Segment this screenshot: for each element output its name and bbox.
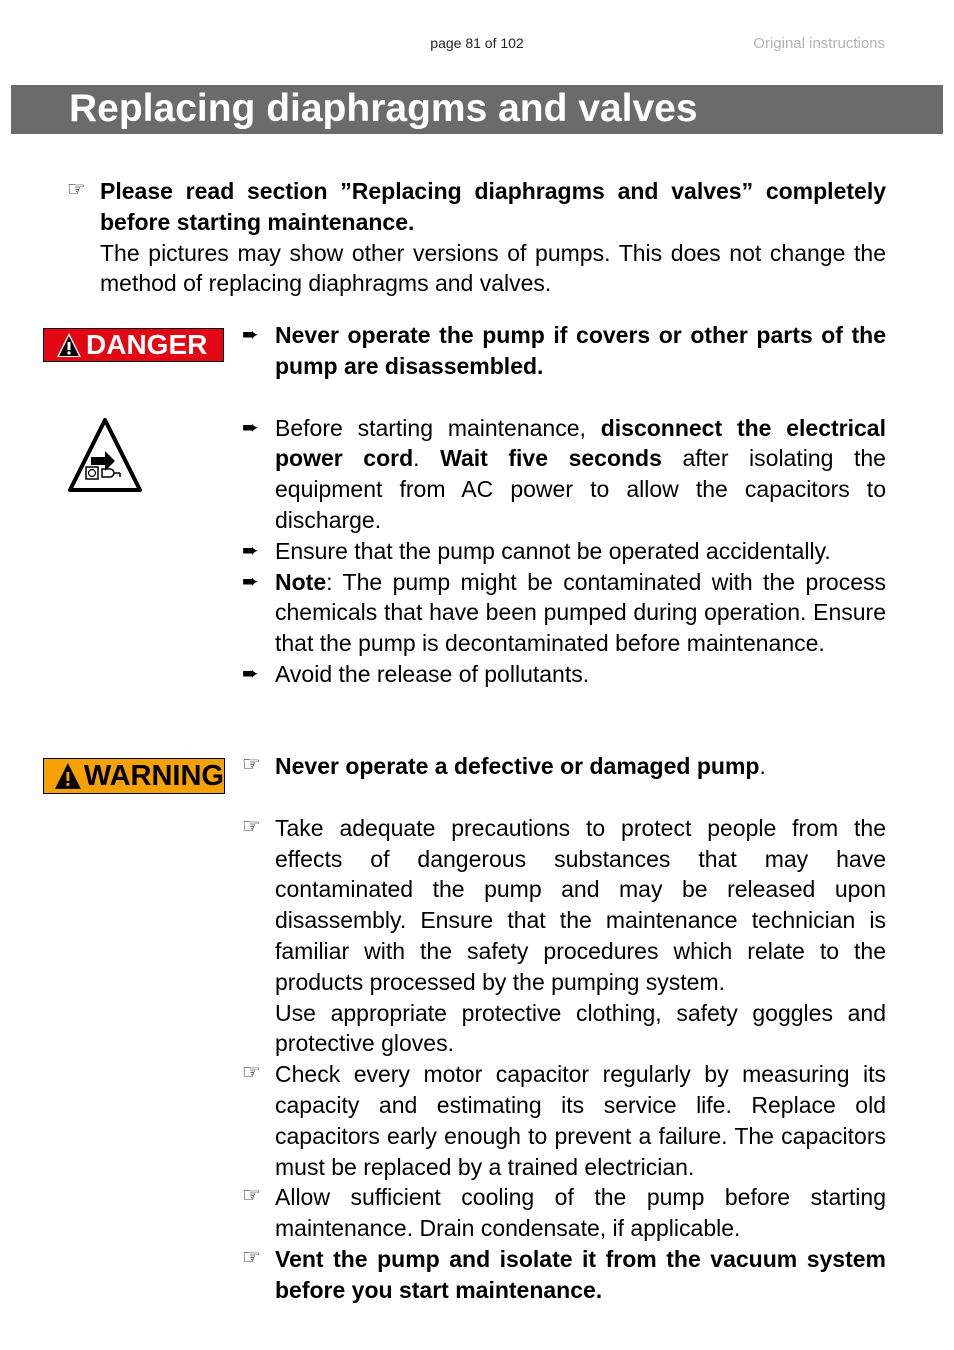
intro-item bbox=[67, 176, 886, 299]
arrow-icon: ➨ bbox=[242, 539, 259, 562]
arrow-icon: ➨ bbox=[242, 570, 259, 593]
warning-item-text: Allow sufficient cooling of the pump before starting maintenance. Drain condensate, if applicable. bbox=[275, 1184, 886, 1242]
title-bar bbox=[11, 85, 943, 134]
warning-item-text: Take adequate precautions to protect people from the effects of dangerous substances that may have contaminated the pump and may be released upon disassembly. Ensure that the maintenance technician is familiar with the safety procedures which relate to the products processed by the pumping system. bbox=[275, 814, 886, 995]
danger-item-text: . bbox=[413, 445, 441, 472]
danger-label: DANGER bbox=[86, 329, 208, 360]
danger-badge bbox=[43, 328, 224, 362]
warning-triangle-icon bbox=[54, 762, 82, 790]
warning-item-text: . bbox=[759, 753, 766, 779]
danger-item-bold: Wait five seconds bbox=[440, 445, 662, 472]
warning-item-text: Check every motor capacitor regularly by measuring its capacity and estimating its service life. Replace old capacitors early enough to prevent a failure. The capacitors must be replaced by a trained electrician. bbox=[275, 1061, 886, 1180]
warning-label: WARNING bbox=[83, 759, 224, 792]
danger-item-text: Avoid the release of pollutants. bbox=[275, 660, 590, 687]
arrow-icon: ➨ bbox=[242, 416, 259, 439]
warning-triangle-icon bbox=[56, 332, 82, 358]
pointing-hand-icon: ☞ bbox=[67, 178, 86, 201]
danger-item-text: after isolating the equipment from AC power to allow the capacitors to discharge. bbox=[275, 445, 886, 533]
arrow-icon: ➨ bbox=[242, 662, 259, 685]
warning-item bbox=[242, 1244, 886, 1306]
document-label: Original instructions bbox=[753, 35, 885, 52]
intro-text: The pictures may show other versions of pumps. This does not change the method of replacing diaphragms and valves. bbox=[100, 239, 886, 297]
warning-item-bold: Vent the pump and isolate it from the vacuum system before you start maintenance. bbox=[275, 1245, 886, 1303]
electrical-disconnect-icon bbox=[67, 417, 143, 493]
intro-bold-text: Please read section ”Replacing diaphragms and valves” completely before starting maintenance. bbox=[100, 178, 886, 235]
danger-item-text: Ensure that the pump cannot be operated accidentally. bbox=[275, 537, 831, 564]
danger-item bbox=[242, 659, 886, 690]
danger-item-bold: disconnect the electrical power cord bbox=[275, 414, 886, 472]
warning-item-bold: Never operate a defective or damaged pump bbox=[275, 753, 760, 779]
pointing-hand-icon: ☞ bbox=[242, 1061, 261, 1085]
warning-item bbox=[242, 1059, 886, 1182]
pointing-hand-icon: ☞ bbox=[242, 1245, 261, 1269]
page-title: Replacing diaphragms and valves bbox=[69, 87, 698, 130]
intro-block bbox=[67, 176, 886, 299]
warning-block bbox=[242, 751, 886, 1306]
danger-item-text: Never operate the pump if covers or other parts of the pump are disassembled. bbox=[275, 322, 886, 379]
page-header-label: page 81 of 102 bbox=[430, 35, 524, 51]
pointing-hand-icon: ☞ bbox=[242, 1184, 261, 1208]
danger-block bbox=[242, 320, 886, 690]
danger-item bbox=[242, 413, 886, 536]
arrow-icon: ➨ bbox=[242, 324, 259, 346]
danger-item-text: Before starting maintenance, bbox=[275, 414, 601, 441]
danger-item bbox=[242, 320, 886, 382]
danger-item bbox=[242, 567, 886, 659]
danger-item-text: : The pump might be contaminated with the process chemicals that have been pumped during operation. Ensure that the pump is decontaminated before maintenance. bbox=[275, 568, 886, 657]
warning-item-text: Use appropriate protective clothing, safety goggles and protective gloves. bbox=[275, 999, 886, 1057]
warning-item bbox=[242, 751, 886, 782]
danger-item bbox=[242, 536, 886, 567]
warning-badge bbox=[43, 758, 225, 794]
warning-item bbox=[242, 1182, 886, 1244]
pointing-hand-icon: ☞ bbox=[242, 814, 261, 838]
pointing-hand-icon: ☞ bbox=[242, 753, 261, 776]
warning-item bbox=[242, 813, 886, 1059]
note-label: Note bbox=[275, 568, 327, 595]
